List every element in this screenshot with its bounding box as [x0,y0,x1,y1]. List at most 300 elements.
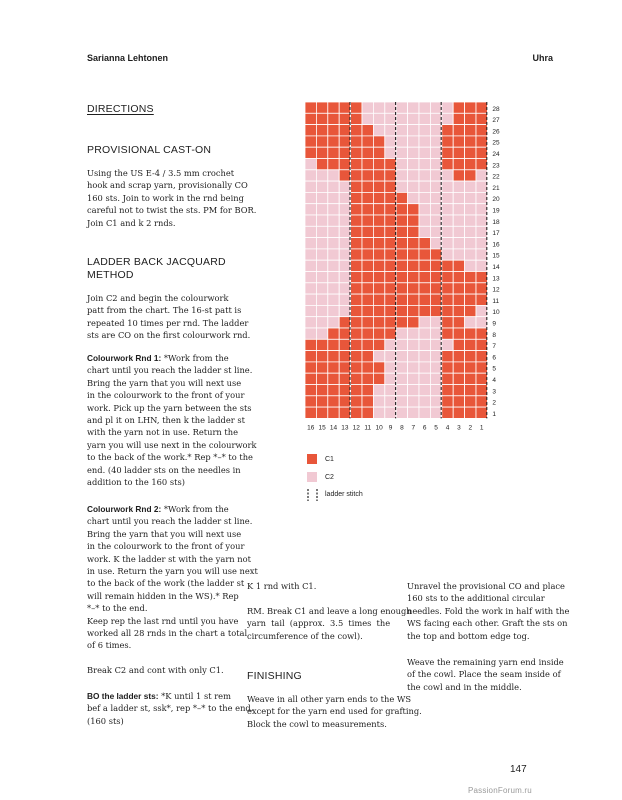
chart-cell [453,362,464,373]
chart-cell [385,407,396,418]
chart-cell [476,294,487,305]
chart-cell [442,396,453,407]
chart-cell [316,249,327,260]
chart-cell [373,170,384,181]
chart-cell [408,305,419,316]
chart-cell [396,283,407,294]
chart-cell [430,238,441,249]
text-line: Block the cowl to measurements. [247,718,387,729]
chart-cell [351,407,362,418]
chart-cell [396,181,407,192]
chart-cell [351,136,362,147]
chart-cell [408,396,419,407]
chart-cell [328,147,339,158]
chart-cell [316,385,327,396]
row-number-label: 19 [492,207,500,215]
chart-cell [430,396,441,407]
chart-cell [328,396,339,407]
chart-cell [351,339,362,350]
chart-cell [419,260,430,271]
chart-cell [351,283,362,294]
chart-cell [453,351,464,362]
chart-cell [408,204,419,215]
chart-cell [430,170,441,181]
chart-cell [465,328,476,339]
chart-cell [305,328,316,339]
chart-cell [408,102,419,113]
chart-cell [316,125,327,136]
text-line: worked all 28 rnds in the chart a total [87,628,248,639]
chart-cell [476,328,487,339]
chart-cell [408,407,419,418]
chart-cell [339,260,350,271]
text-line: the cowl and in the middle. [407,681,522,692]
chart-cell [396,362,407,373]
text-line: Bring the yarn that you will next use [87,528,242,539]
chart-cell [453,136,464,147]
chart-cell [362,159,373,170]
chart-cell [339,272,350,283]
rnd2-lead: Colourwork Rnd 2: [87,504,162,514]
chart-cell [396,294,407,305]
chart-cell [328,136,339,147]
chart-cell [453,238,464,249]
chart-cell [305,407,316,418]
text-line: 160 sts to the additional circular [407,593,545,604]
chart-cell [385,385,396,396]
chart-cell [339,125,350,136]
chart-cell [385,260,396,271]
chart-cell [362,136,373,147]
chart-cell [419,328,430,339]
chart-cell [442,215,453,226]
chart-cell [351,170,362,181]
chart-cell [476,226,487,237]
chart-cell [373,181,384,192]
chart-cell [305,305,316,316]
column-number-label: 7 [411,424,416,432]
chart-cell [316,272,327,283]
chart-cell [465,396,476,407]
chart-cell [328,328,339,339]
chart-cell [396,113,407,124]
chart-cell [396,351,407,362]
chart-cell [373,260,384,271]
chart-cell [442,407,453,418]
chart-cell [396,328,407,339]
chart-cell [316,339,327,350]
chart-cell [396,159,407,170]
chart-cell [385,204,396,215]
chart-cell [328,385,339,396]
chart-cell [305,136,316,147]
chart-cell [442,159,453,170]
chart-cell [442,125,453,136]
chart-cell [328,339,339,350]
chart-cell [465,170,476,181]
chart-cell [476,147,487,158]
chart-cell [419,272,430,283]
chart-cell [362,339,373,350]
chart-cell [453,272,464,283]
column-number-label: 15 [318,424,326,432]
chart-cell [453,226,464,237]
chart-cell [373,136,384,147]
chart-cell [316,159,327,170]
text-line: Using the US E-4 / 3.5 mm crochet [87,168,235,178]
text-line: work. K the ladder st with the yarn not [87,553,251,564]
chart-cell [362,238,373,249]
chart-cell [328,192,339,203]
chart-cell [316,260,327,271]
chart-cell [316,373,327,384]
text-line: Unravel the provisional CO and place [407,581,565,591]
chart-cell [373,159,384,170]
chart-cell [476,283,487,294]
chart-cell [476,215,487,226]
column-number-label: 16 [307,424,315,432]
chart-cell [396,373,407,384]
chart-cell [430,181,441,192]
text-line: patt from the chart. The 16-st patt is [87,305,242,316]
chart-cell [373,215,384,226]
chart-cell [373,125,384,136]
rnd1-lead: Colourwork Rnd 1: [87,353,162,363]
chart-cell [465,238,476,249]
chart-cell [465,339,476,350]
chart-cell [385,305,396,316]
chart-cell [430,226,441,237]
finishing-heading: FINISHING [247,670,302,682]
legend-ladder-swatch [307,489,319,501]
legend-c1-label: C1 [325,456,334,463]
chart-cell [362,396,373,407]
chart-cell [408,159,419,170]
row-number-label: 25 [492,139,500,147]
chart-cell [419,396,430,407]
chart-cell [305,260,316,271]
chart-cell [305,102,316,113]
chart-cell [442,373,453,384]
chart-cell [351,373,362,384]
chart-cell [442,136,453,147]
chart-cell [465,215,476,226]
chart-cell [453,328,464,339]
chart-cell [351,192,362,203]
chart-cell [430,113,441,124]
chart-cell [316,181,327,192]
chart-cell [373,373,384,384]
chart-cell [351,272,362,283]
chart-cell [453,159,464,170]
chart-cell [453,317,464,328]
chart-cell [328,305,339,316]
watermark: PassionForum.ru [468,786,532,795]
chart-cell [453,294,464,305]
chart-cell [373,328,384,339]
chart-cell [362,407,373,418]
directions-heading: DIRECTIONS [87,103,154,115]
page-number: 147 [510,764,527,775]
chart-cell [465,125,476,136]
chart-cell [396,272,407,283]
text-line: *Work from the [161,353,229,363]
row-number-label: 6 [492,354,497,362]
chart-cell [305,170,316,181]
chart-cell [419,192,430,203]
finishing-paragraph [247,693,422,730]
chart-cell [316,226,327,237]
chart-cell [465,192,476,203]
chart-cell [430,125,441,136]
chart-cell [351,260,362,271]
text-line: of the cowl. Place the seam inside of [407,669,561,680]
chart-cell [316,238,327,249]
chart-cell [408,113,419,124]
chart-cell [328,215,339,226]
chart-cell [419,159,430,170]
chart-cell [328,204,339,215]
text-line: addition to the 160 sts) [87,477,185,488]
chart-cell [442,283,453,294]
chart-cell [408,249,419,260]
chart-cell [362,283,373,294]
chart-cell [305,113,316,124]
jacquard-intro-paragraph [87,292,250,342]
chart-cell [316,407,327,418]
chart-cell [351,238,362,249]
chart-cell [453,147,464,158]
chart-cell [373,192,384,203]
chart-cell [408,362,419,373]
chart-cell [396,305,407,316]
legend-c2-label: C2 [325,474,334,481]
colourwork-chart [305,102,520,432]
chart-cell [362,351,373,362]
text-line: Keep rep the last rnd until you have [87,615,239,626]
chart-cell [316,215,327,226]
chart-cell [419,147,430,158]
text-line: chart until you reach the ladder st line. [87,516,253,527]
chart-cell [305,192,316,203]
chart-cell [465,181,476,192]
chart-cell [339,181,350,192]
chart-cell [465,272,476,283]
text-line: to the back of the work.* Rep *–* to the [87,452,253,463]
chart-cell [385,317,396,328]
row-number-label: 26 [492,128,500,136]
chart-cell [373,238,384,249]
text-line: with the yarn not in use. Return the [87,427,238,438]
text-line: *K until 1 st rem [158,691,231,701]
chart-cell [396,407,407,418]
chart-cell [339,136,350,147]
chart-cell [328,351,339,362]
chart-cell [419,238,430,249]
chart-cell [476,136,487,147]
chart-cell [328,170,339,181]
chart-cell [442,260,453,271]
row-number-label: 1 [492,410,497,418]
chart-cell [328,373,339,384]
chart-cell [385,181,396,192]
k1-rnd-line: K 1 rnd with C1. [247,581,317,591]
text-line: *Work from the [161,504,229,514]
row-number-label: 27 [492,117,500,125]
chart-cell [305,159,316,170]
chart-cell [385,328,396,339]
chart-cell [385,283,396,294]
chart-cell [476,125,487,136]
row-number-label: 4 [492,377,497,385]
chart-cell [465,305,476,316]
chart-cell [408,226,419,237]
chart-cell [419,215,430,226]
chart-cell [328,407,339,418]
chart-cell [351,351,362,362]
chart-cell [362,102,373,113]
chart-cell [442,272,453,283]
chart-cell [476,362,487,373]
chart-cell [385,147,396,158]
chart-cell [476,351,487,362]
chart-cell [385,238,396,249]
text-line: needles. Fold the work in half with the [407,605,570,616]
chart-cell [362,362,373,373]
column-number-label: 5 [434,424,438,432]
weave-paragraph [407,656,564,693]
chart-cell [419,113,430,124]
chart-cell [316,294,327,305]
chart-cell [453,260,464,271]
chart-cell [453,215,464,226]
chart-cell [305,283,316,294]
chart-cell [465,385,476,396]
row-number-label: 23 [492,162,500,170]
chart-cell [373,305,384,316]
chart-cell [419,385,430,396]
chart-cell [305,226,316,237]
chart-cell [465,317,476,328]
row-number-label: 28 [492,105,500,113]
chart-cell [453,125,464,136]
chart-cell [339,305,350,316]
chart-cell [373,294,384,305]
text-line: bef a ladder st, ssk*, rep *–* to the end. [87,703,254,714]
heading-line: METHOD [87,269,134,281]
chart-cell [385,125,396,136]
chart-cell [442,249,453,260]
chart-cell [362,192,373,203]
chart-cell [396,339,407,350]
chart-cell [465,407,476,418]
chart-cell [328,226,339,237]
chart-cell [362,260,373,271]
chart-cell [339,362,350,373]
chart-cell [316,136,327,147]
chart-cell [430,305,441,316]
chart-cell [305,351,316,362]
chart-cell [373,385,384,396]
running-header-author: Sarianna Lehtonen [87,53,169,63]
chart-cell [442,385,453,396]
heading-line: LADDER BACK JACQUARD [87,256,226,268]
text-line: in use. Return the yarn you will use next [87,566,258,577]
chart-cell [453,283,464,294]
chart-cell [476,159,487,170]
chart-cell [305,238,316,249]
chart-cell [453,339,464,350]
chart-cell [316,305,327,316]
text-line: Bring the yarn that you will next use [87,377,242,388]
chart-cell [465,204,476,215]
chart-cell [305,317,316,328]
chart-cell [453,396,464,407]
column-number-label: 13 [341,424,349,432]
text-line: the top and bottom edge tog. [407,630,530,641]
chart-cell [362,215,373,226]
chart-cell [396,170,407,181]
bo-lead: BO the ladder sts: [87,691,159,701]
chart-cell [362,125,373,136]
text-line: Weave the remaining yarn end inside [407,657,564,667]
chart-cell [316,283,327,294]
chart-cell [430,215,441,226]
chart-cell [442,305,453,316]
text-line: yarn you will use next in the colourwork [87,439,257,450]
column-number-label: 9 [388,424,393,432]
chart-cell [385,159,396,170]
chart-cell [408,294,419,305]
chart-cell [465,283,476,294]
chart-cell [362,181,373,192]
row-number-label: 16 [492,241,500,249]
chart-cell [385,170,396,181]
text-line: in the colourwork to the front of your [87,390,245,401]
chart-cell [328,181,339,192]
text-line: end. (40 ladder sts on the needles in [87,464,241,475]
chart-cell [305,362,316,373]
chart-cell [362,249,373,260]
chart-cell [430,373,441,384]
chart-cell [396,238,407,249]
column-number-label: 1 [479,424,484,432]
chart-cell [339,328,350,339]
chart-cell [408,351,419,362]
chart-cell [305,339,316,350]
chart-cell [362,147,373,158]
chart-cell [430,283,441,294]
chart-cell [362,305,373,316]
chart-cell [328,125,339,136]
chart-cell [328,317,339,328]
chart-cell [385,249,396,260]
text-line: sts are CO on the first colourwork rnd. [87,330,251,341]
chart-cell [339,102,350,113]
chart-cell [339,113,350,124]
chart-cell [396,249,407,260]
chart-cell [328,272,339,283]
chart-cell [339,294,350,305]
chart-cell [419,407,430,418]
chart-cell [351,204,362,215]
chart-cell [408,238,419,249]
chart-cell [419,373,430,384]
chart-cell [351,249,362,260]
chart-cell [453,373,464,384]
chart-cell [442,170,453,181]
chart-cell [476,385,487,396]
